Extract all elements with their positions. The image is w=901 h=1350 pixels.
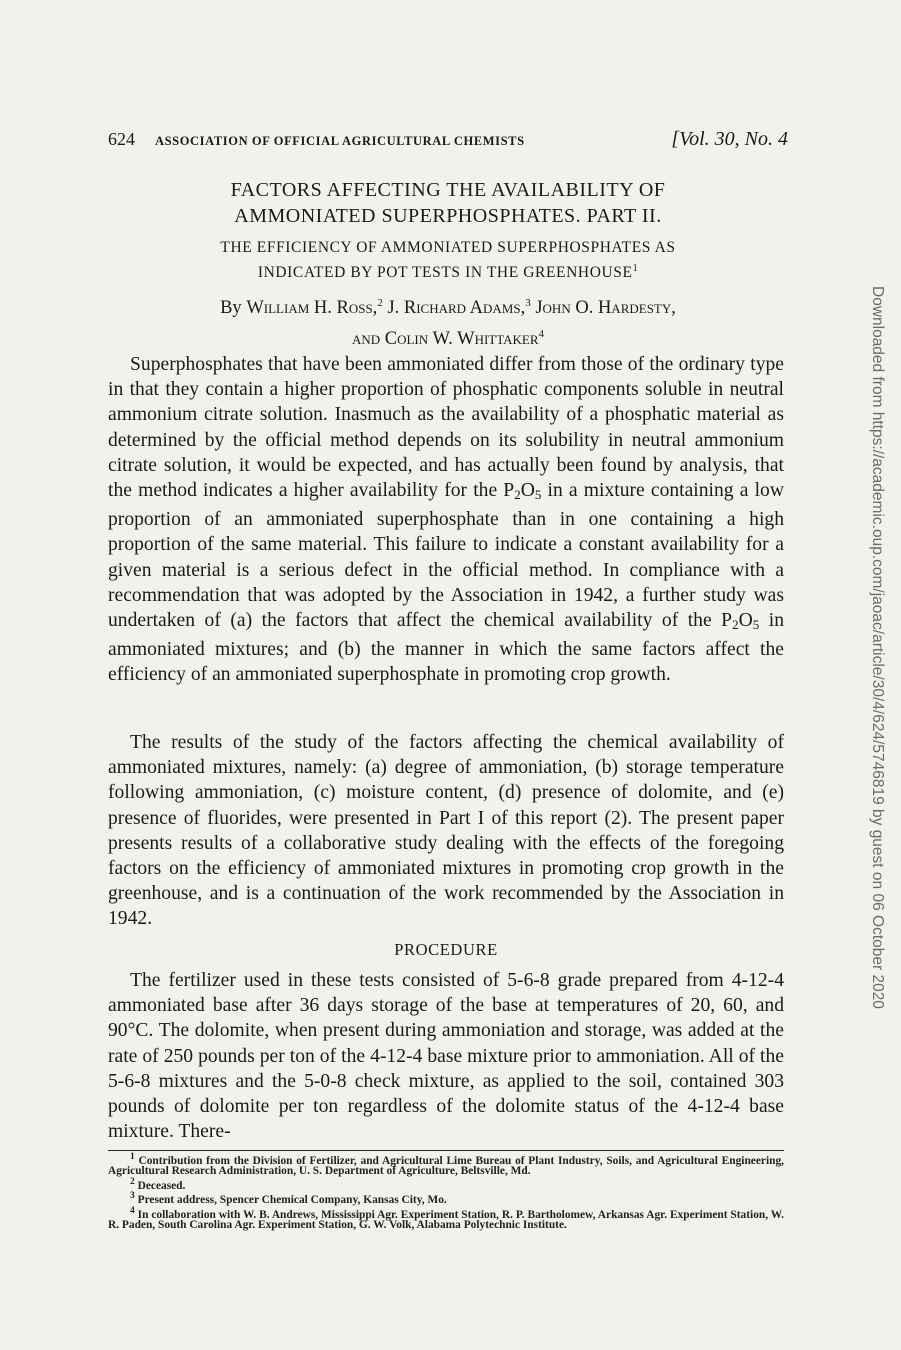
footnote-mark: 3 <box>130 1191 135 1202</box>
footnotes <box>108 1152 784 1231</box>
volume-info: [Vol. 30, No. 4 <box>671 128 788 150</box>
footnote <box>108 1206 784 1231</box>
author-list <box>108 290 788 352</box>
subtitle-line-2-text: INDICATED BY POT TESTS IN THE GREENHOUSE <box>257 264 633 282</box>
article-title <box>108 177 788 229</box>
article-subtitle <box>108 237 788 283</box>
footnote-mark: 4 <box>130 1205 135 1216</box>
body-paragraph: The fertilizer used in these tests consisted of 5-6-8 grade prepared from 4-12-4 ammoniated base after 36 days storage of the base at temperatures of 20, 60, and 90°C. The dolomite, when present during ammoniation and storage, was added at the rate of 250 pounds per ton of the 4-12-4 base mixture prior to ammoniation. All of the 5-6-8 mixtures and the 5-0-8 check mixture, as applied to the soil, contained 303 pounds of dolomite per ton regardless of the dolomite status of the 4-12-4 base mixture. There- <box>108 970 784 1143</box>
footnote-text: In collaboration with W. B. Andrews, Mississippi Agr. Experiment Station, R. P. Bartholomew, Arkansas Agr. Experiment Station, W. R. Paden, South Carolina Agr. Experiment Station, G. W. Volk, Alabama Polytechnic Institute. <box>108 1208 784 1232</box>
paragraph-text: Superphosphates that have been ammoniated differ from those of the ordinary type in that they contain a higher proportion of phosphatic components soluble in neutral ammonium citrate solution. Inasmuch as the availability of a phosphatic material as determined by the official method depends on its solubility in neutral ammonium citrate solution, it would be expected, and has actually been found by analysis, that the method indicates a higher availability for the P <box>108 354 784 502</box>
journal-name: ASSOCIATION OF OFFICIAL AGRICULTURAL CHEMISTS <box>155 134 525 148</box>
author-name: William H. Ross, <box>246 298 378 319</box>
paragraph-text: O <box>738 610 753 632</box>
authors-line-2 <box>108 321 788 352</box>
author-name: John O. Hardesty, <box>535 298 676 319</box>
footnote-mark: 1 <box>130 1152 135 1162</box>
paragraph-text: in a mixture containing a low proportion of an ammoniated superphosphate than in one containing a high proportion of the same material. This failure to indicate a constant availability for a given material is a serious defect in the official method. In compliance with a recommendation that was adopted by the Association in 1942, a further study was undertaken of (a) the factors that affect the chemical availability of the P <box>108 480 784 632</box>
subscript: 5 <box>534 487 542 503</box>
author-name: J. Richard Adams, <box>387 298 526 319</box>
footnote-text: Present address, Spencer Chemical Company, Kansas City, Mo. <box>137 1194 447 1207</box>
footnote <box>108 1152 784 1177</box>
footnote-divider <box>108 1150 784 1151</box>
authors-line-1 <box>108 290 788 321</box>
footnote <box>108 1191 784 1205</box>
body-paragraph <box>108 352 784 688</box>
footnote-mark: 3 <box>525 297 531 309</box>
footnote-text: Deceased. <box>137 1179 186 1192</box>
by-label: By <box>220 298 242 319</box>
footnote-mark: 4 <box>538 328 545 341</box>
subscript: 2 <box>732 617 739 633</box>
title-line-2: AMMONIATED SUPERPHOSPHATES. PART II. <box>234 205 662 227</box>
footnote-text: Contribution from the Division of Fertilizer, and Agricultural Lime Bureau of Plant Industry, Soils, and Agricultural Engineering, Agricultural Research Administration, U. S. Department of Agriculture, Beltsville, Md. <box>108 1154 784 1178</box>
subscript: 5 <box>752 617 760 633</box>
body-paragraph: The results of the study of the factors affecting the chemical availability of ammoniated mixtures, namely: (a) degree of ammoniation, (b) storage temperature following ammoniation, (c) moisture content, (d) presence of dolomite, and (e) presence of fluorides, were presented in Part I of this report (2). The present paper presents results of a collaborative study dealing with the effects of the foregoing factors on the efficiency of ammoniated mixtures in promoting crop growth in the greenhouse, and is a continuation of the work recommended by the Association in 1942. <box>108 732 784 930</box>
download-watermark: Downloaded from https://academic.oup.com/jaoac/article/30/4/624/5746819 by guest on 06 October 2020 <box>869 286 886 1009</box>
subtitle-line-2 <box>108 258 788 283</box>
paragraph-text: O <box>520 480 535 502</box>
paragraph-text: in ammoniated mixtures; and (b) the manner in which the same factors affect the efficiency of an ammoniated superphosphate in promoting crop growth. <box>108 610 785 686</box>
page-number: 624 <box>108 129 135 149</box>
section-heading: PROCEDURE <box>394 940 498 959</box>
running-header <box>108 128 788 156</box>
footnote-mark: 2 <box>130 1176 135 1187</box>
subscript: 2 <box>514 487 521 503</box>
footnote-mark: 1 <box>632 263 639 274</box>
author-name: Colin W. Whittaker <box>384 329 539 350</box>
and-label: and <box>351 329 381 350</box>
title-line-1: FACTORS AFFECTING THE AVAILABILITY OF <box>230 179 666 201</box>
footnote <box>108 1177 784 1191</box>
footnote-mark: 2 <box>377 297 383 309</box>
subtitle-line-1: THE EFFICIENCY OF AMMONIATED SUPERPHOSPHATES AS <box>220 239 676 256</box>
